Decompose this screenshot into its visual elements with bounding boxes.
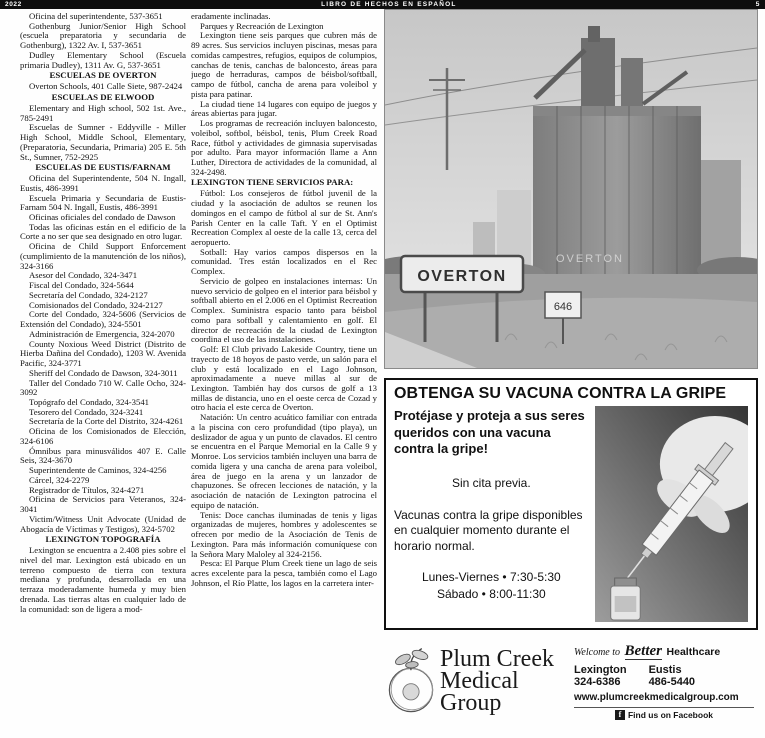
paragraph: Tenis: Doce canchas iluminadas de tenis y ligas organizadas de mujeres, hombres y adolescentes se ofrecen por medio de la Asociación de Tenis de Lexington. Para más información comuníquese con la Señora Mary Maloley al 324-2156.: [191, 509, 377, 559]
section-heading: LEXINGTON TOPOGRAFÍA: [45, 534, 161, 545]
silo-lettering: OVERTON: [556, 253, 624, 265]
text-column-left: [20, 12, 186, 734]
paragraph: Gothenburg Junior/Senior High School (escuela preparatoria y secundaria de Gothenburg), 1322 Av. I, 537-3651: [20, 20, 186, 51]
paragraph: Corte del Condado, 324-5606 (Servicios de Extensión del Condado), 324-5501: [20, 309, 186, 330]
page-header: [0, 0, 765, 9]
paragraph: Superintendente de Caminos, 324-4256: [29, 465, 167, 476]
syringe-illustration: [595, 406, 748, 622]
header-title: LIBRO DE HECHOS EN ESPAÑOL: [321, 1, 457, 8]
sign-text: OVERTON: [417, 268, 507, 285]
paragraph: Oficina del Superintendente, 504 N. Ingall, Eustis, 486-3991: [20, 173, 186, 193]
paragraph: Escuela Primaria y Secundaria de Eustis-Farnam 504 N. Ingall, Eustis, 486-3991: [20, 192, 186, 213]
text-column-middle: [191, 12, 377, 734]
paragraph: Todas las oficinas están en el edificio de la Corte a no ser que sea designado en otro lugar.: [20, 221, 186, 242]
section-heading: LEXINGTON TIENE SERVICIOS PARA:: [191, 177, 354, 188]
flu-ad-text-block: [394, 406, 589, 622]
flu-ad-hours-weekday: Lunes-Viernes • 7:30-5:30: [421, 570, 561, 585]
clinic-name-line-3: Group: [440, 690, 502, 717]
clinic-info-block: [574, 643, 754, 720]
photo-illustration: [385, 10, 757, 368]
flu-ad-no-appointment: Sin cita previa.: [451, 475, 531, 490]
paragraph: Victim/Witness Unit Advocate (Unidad de Abogacía de Víctimas y Testigos), 324-5702: [20, 513, 186, 534]
paragraph: Lexington tiene seis parques que cubren más de 89 acres. Sus servicios incluyen piscinas, mesas para comidas campestres, refugios, equipos de columpios, canchas de tenis, canchas de baloncesto, áreas para juego de herraduras, campos de béisbol/softball, campo de fútbol, cancha de arena para voleibol y pista para patinar.: [191, 30, 377, 99]
clinic-name-line-2: Medical: [440, 667, 519, 694]
paragraph: Taller del Condado 710 W. Calle Ocho, 324-3092: [20, 377, 186, 398]
flu-ad-title: OBTENGA SU VACUNA CONTRA LA GRIPE: [394, 385, 727, 402]
paragraph: Tesorero del Condado, 324-3241: [29, 406, 144, 417]
paragraph: Elementary and High school, 502 1st. Ave., 785-2491: [20, 102, 186, 123]
flu-ad-lead: Protéjase y proteja a sus seres queridos con una vacuna contra la gripe!: [394, 408, 585, 456]
paragraph: Fiscal del Condado, 324-5644: [29, 280, 134, 291]
paragraph: Administración de Emergencia, 324-2070: [29, 328, 175, 339]
clinic-locations: [574, 664, 754, 688]
paragraph: Los programas de recreación incluyen baloncesto, voleibol, softbol, béisbol, tenis, Plum Creek Road Race, fútbol y actividades de gimnasia supervisadas por adulto. Para mayor información llame a Ann Luther, Directora de actividades de la comunidad, al 324-2498.: [191, 118, 377, 177]
paragraph: Cárcel, 324-2279: [29, 474, 90, 485]
paragraph: County Noxious Weed District (Distrito de Hierba Dañina del Condado), 1203 W. Avenida Pacific, 324-3771: [20, 338, 186, 369]
paragraph: Parques y Recreación de Lexington: [200, 20, 324, 31]
clinic-name-line-1: Plum Creek: [440, 645, 554, 672]
flu-shot-ad: [384, 378, 758, 630]
header-page-number: 5: [755, 1, 760, 8]
paragraph: Escuelas de Sumner - Eddyville - Miller High School, Middle School, Elementary, (Preparatoria, Secundaria, Primaria) 205 E. 5th St., Sumner, 752-2925: [20, 122, 186, 162]
welcome-tagline: [574, 643, 754, 660]
paragraph: Dudley Elementary School (Escuela primaria Dudley), 1311 Av. G, 537-3651: [20, 49, 186, 70]
paragraph: Oficina de los Comisionados de Elección, 324-6106: [20, 426, 186, 446]
facebook-icon: f: [615, 710, 625, 720]
paragraph: Oficina de Servicios para Veteranos, 324-3041: [20, 494, 186, 515]
right-pane: [384, 9, 758, 725]
overton-grain-elevator-photo: [384, 9, 758, 369]
phone-number: 324-6386: [574, 675, 621, 688]
location-eustis: [649, 664, 696, 688]
paragraph: Oficina de Child Support Enforcement (cumplimiento de la manutención de los niños), 324-3166: [20, 241, 186, 271]
section-heading: ESCUELAS DE EUSTIS/FARNAM: [35, 162, 171, 173]
facebook-text: Find us on Facebook: [627, 709, 713, 720]
header-year: 2022: [5, 1, 22, 8]
phone-number: 486-5440: [648, 675, 696, 688]
paragraph: Oficina del superintendente, 537-3651: [29, 12, 163, 21]
welcome-prefix-text: Welcome to: [574, 646, 621, 658]
section-heading: ESCUELAS DE ELWOOD: [51, 91, 155, 102]
paragraph: Registrador de Títulos, 324-4271: [29, 484, 145, 495]
sign-number: 646: [553, 301, 573, 313]
clinic-ad: [384, 637, 758, 725]
paragraph: Oficinas oficiales del condado de Dawson: [29, 212, 176, 223]
city-label: Lexington: [574, 663, 627, 676]
paragraph: Pesca: El Parque Plum Creek tiene un lago de seis acres excelente para la pesca, también como el Lago Johnson, el Río Platte, los lagos en la carretera inter-: [191, 558, 377, 588]
clinic-website: www.plumcreekmedicalgroup.com: [574, 691, 739, 703]
paragraph: Fútbol: Los consejeros de fútbol juvenil de la ciudad y la asociación de adultos se reunen los domingos en el campo de fútbol al sur de St. Ann's Parish Center en la calle Taft. Y en el Optimist Recreation Complex al oeste de la calle 13, cerca del aeropuerto.: [191, 188, 377, 247]
paragraph: Overton Schools, 401 Calle Siete, 987-2424: [29, 81, 183, 92]
plum-creek-logo-icon: [384, 643, 438, 719]
paragraph: Secretaría del Condado, 324-2127: [29, 289, 148, 300]
paragraph: Lexington se encuentra a 2.408 pies sobre el nivel del mar. Lexington está ubicado en un terreno compuesto de tierra con textura mediana y profunda, desarrollada en una terraza moderadamente humeda y muy bien drenada. Las tierras altas en cualquier lado de la comunidad: son de ligera a mod-: [20, 545, 186, 614]
paragraph: Ómnibus para minusválidos 407 E. Calle Seis, 324-3670: [20, 445, 186, 466]
facebook-row: [574, 707, 754, 720]
paragraph: eradamente inclinadas.: [191, 12, 271, 21]
section-heading: ESCUELAS DE OVERTON: [49, 70, 157, 81]
paragraph: Servicio de golpeo en instalaciones internas: Un nuevo servicio de golpeo en el interior para béisbol y softball abierto en el 2.006 en el Optimist Recreation Complex. Suministra espacio tanto para béisbol como para softball y calentamiento en golf. El director de recreación de la ciudad de Lexington coordina el uso de las instalaciones.: [191, 275, 377, 345]
paragraph: Golf: El Club privado Lakeside Country, tiene un trayecto de 18 hoyos de pasto verde, un salón para el club y está localizado en el Lago Johnson, aproximadamente a nueve millas al sur de Lexington. También hay dos cursos de golf a 13 millas de distancia, uno en el oeste cerca de Cozad y otro hacia el este cerca de Overton.: [191, 344, 377, 413]
clinic-name: [440, 645, 568, 717]
paragraph: La ciudad tiene 14 lugares con equipo de juegos y áreas abiertas para jugar.: [191, 98, 377, 119]
flu-ad-body: Vacunas contra la gripe disponibles en cualquier momento durante el horario normal.: [394, 507, 583, 553]
location-lexington: [574, 664, 627, 688]
welcome-suffix-text: Healthcare: [666, 645, 721, 658]
welcome-script-text: Better: [624, 642, 663, 659]
paragraph: Sotball: Hay varios campos dispersos en la comunidad. Tres están localizados en el Rec Complex.: [191, 246, 377, 277]
flu-ad-hours-saturday: Sábado • 8:00-11:30: [436, 587, 546, 602]
syringe-photo: [595, 406, 748, 622]
paragraph: Comisionados del Condado, 324-2127: [29, 299, 163, 310]
city-label: Eustis: [648, 663, 682, 676]
paragraph: Sheriff del Condado de Dawson, 324-3011: [29, 367, 178, 378]
paragraph: Topógrafo del Condado, 324-3541: [29, 396, 150, 407]
paragraph: Asesor del Condado, 324-3471: [29, 270, 138, 281]
paragraph: Secretaría de la Corte del Distrito, 324-4261: [29, 416, 184, 427]
paragraph: Natación: Un centro acuático familiar con entrada a la piscina con cero profundidad (tipo playa), un deslizador de agua y un punto de clavados. El centro se encuentra en el Parque Memorial en la Calle 9 y Monroe. Los servicios también incluyen una barra de comida ligera y una cancha de arena para voleibol, área de juego en la arena y un lanzador de chapuzones. Se ofrecen lecciones de natación, y la asociación de natación de Lexington patrocina el equipo de natación.: [191, 412, 377, 510]
